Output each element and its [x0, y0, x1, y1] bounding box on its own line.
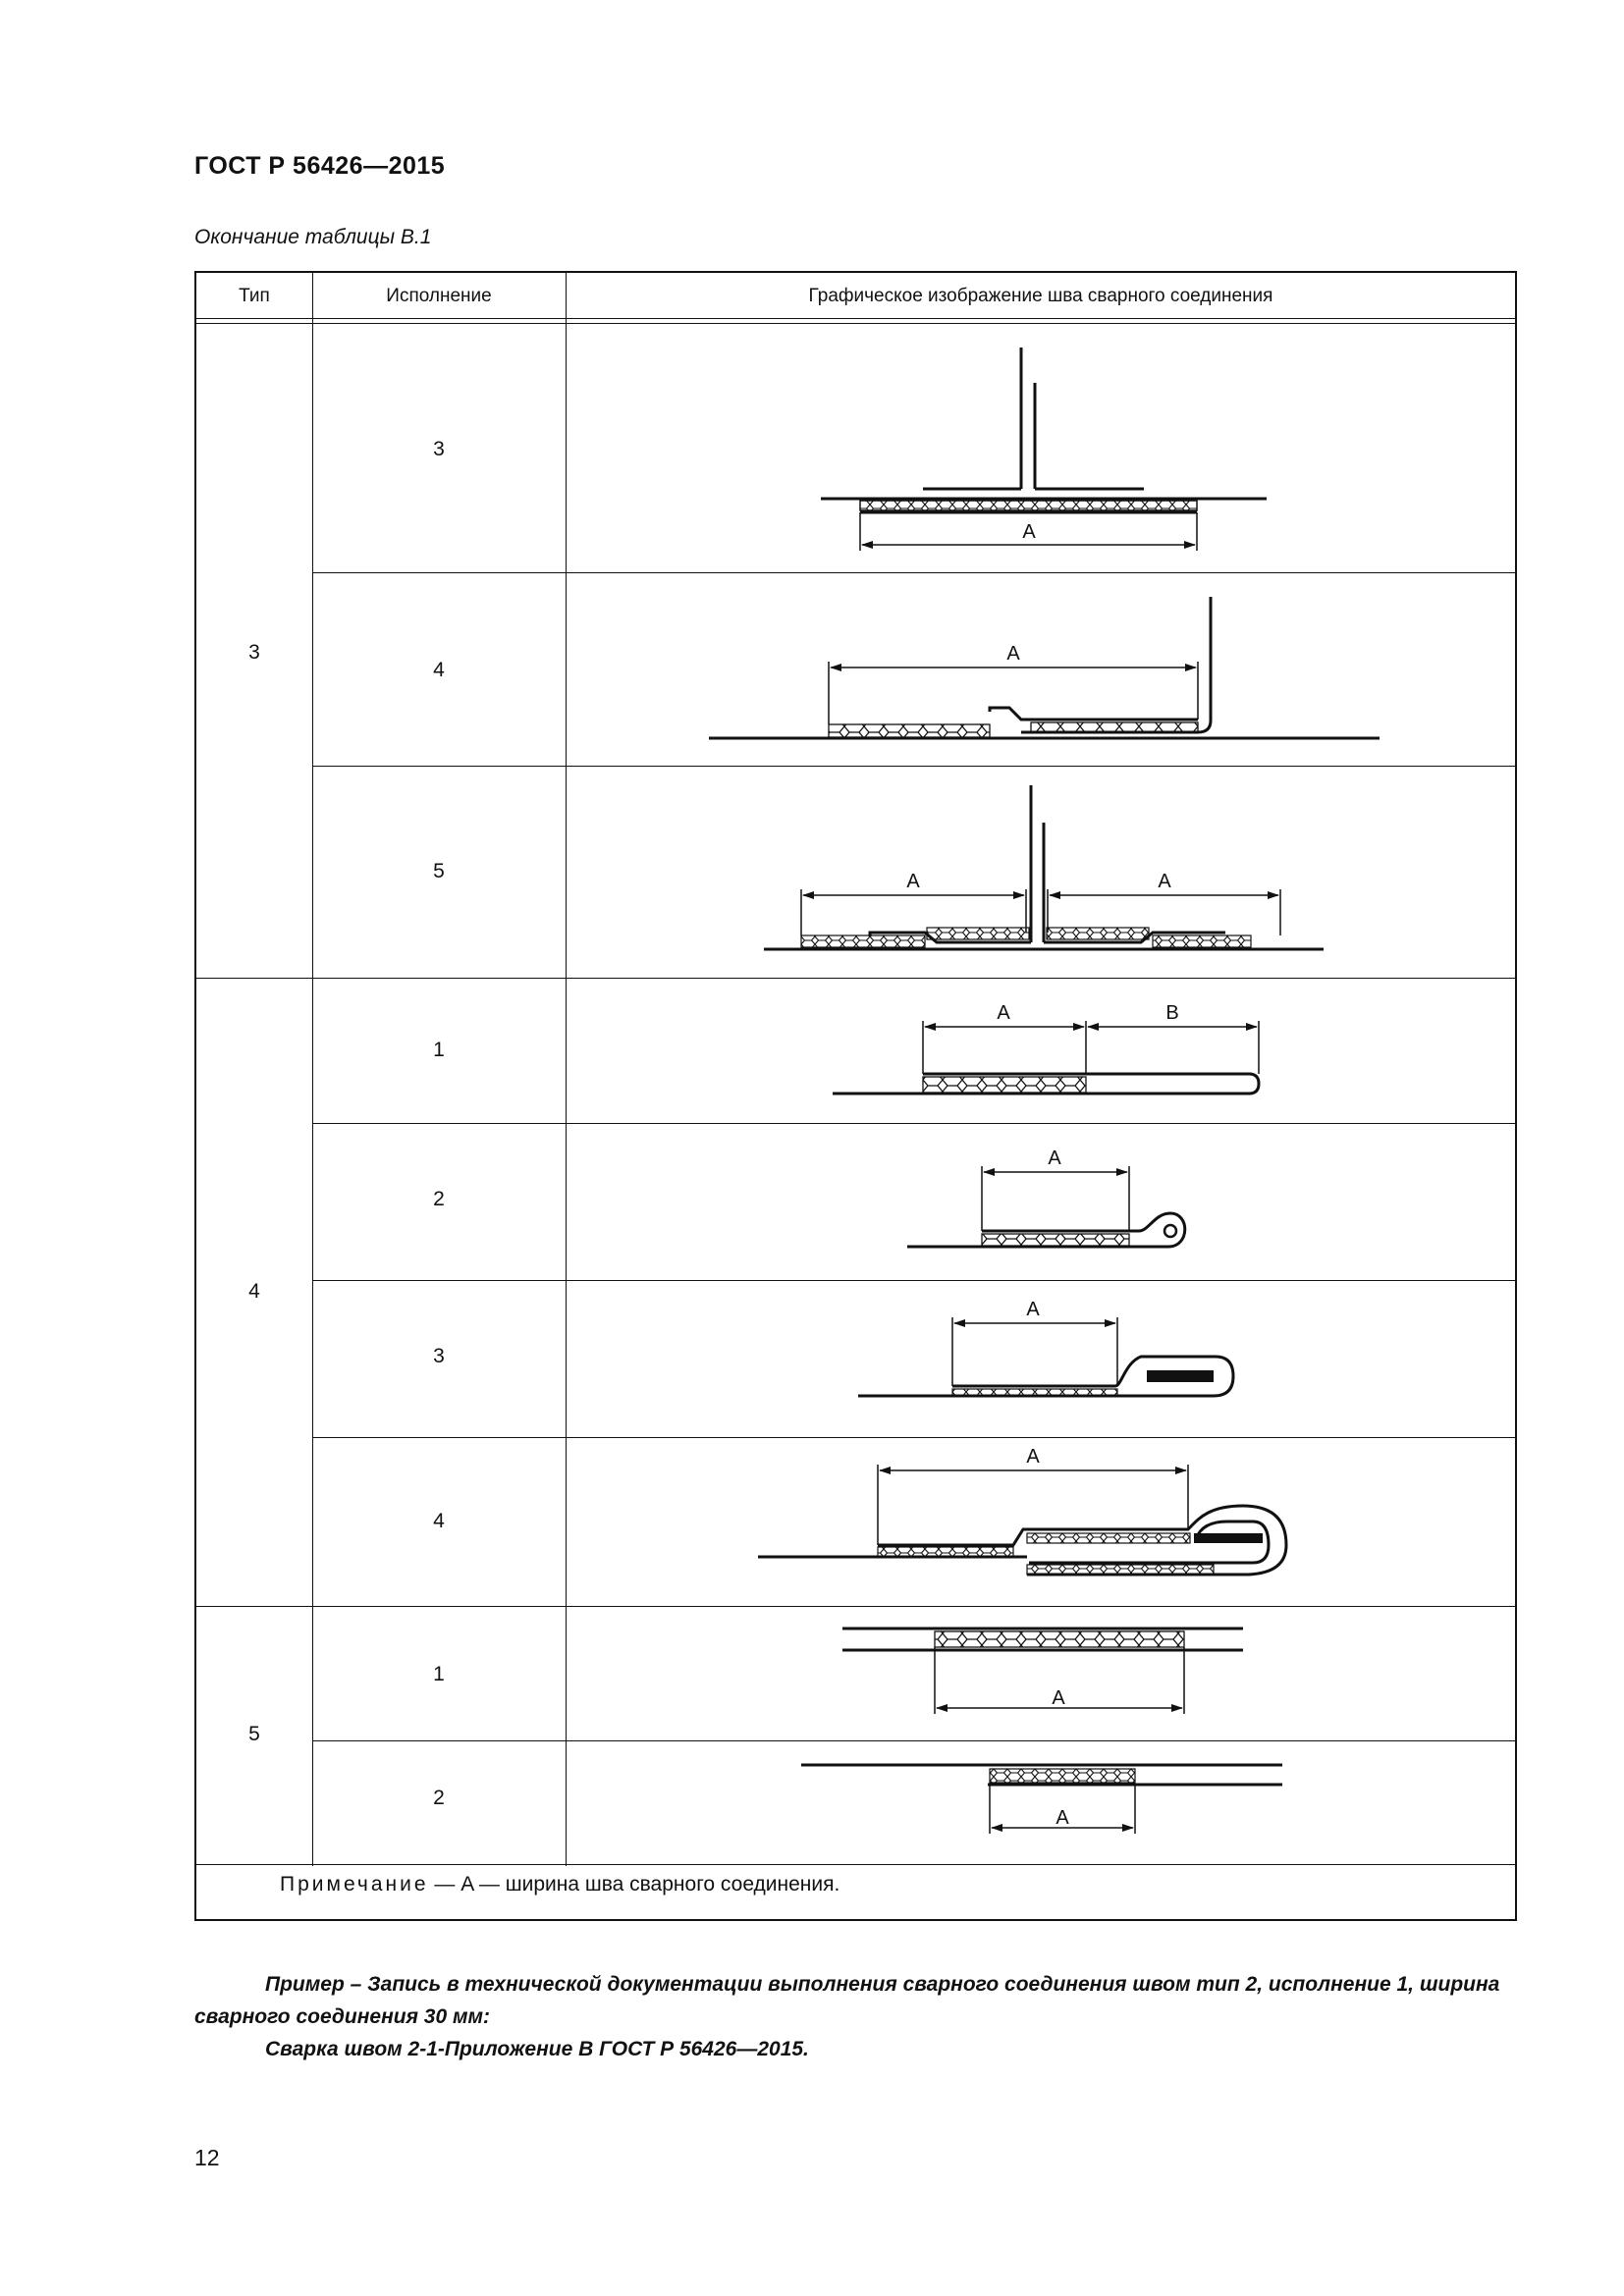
- drawing-type4-exec4: [758, 1465, 1286, 1575]
- dimension-label-a: A: [1026, 1446, 1040, 1468]
- execution-cell: 4: [433, 659, 445, 681]
- document-header: ГОСТ Р 56426—2015: [194, 152, 446, 180]
- type-cell: 5: [248, 1723, 260, 1745]
- type-cell: 4: [248, 1280, 260, 1303]
- group-separator: [196, 1864, 1515, 1865]
- execution-cell: 5: [433, 860, 445, 882]
- execution-cell: 1: [433, 1663, 445, 1685]
- drawing-type3-exec5: [764, 785, 1324, 949]
- execution-cell: 3: [433, 438, 445, 460]
- drawing-type5-exec1: [842, 1629, 1243, 1714]
- note-text: — A — ширина шва сварного соединения.: [434, 1873, 840, 1896]
- example-line-2: Сварка швом 2-1-Приложение В ГОСТ Р 56426—2015.: [265, 2038, 809, 2060]
- table-note: [280, 1873, 839, 1896]
- column-header-type: Тип: [239, 286, 270, 306]
- column-header-drawing: Графическое изображение шва сварного соединения: [808, 286, 1273, 306]
- column-header-execution: Исполнение: [386, 286, 492, 306]
- execution-cell: 2: [433, 1188, 445, 1210]
- table-caption: Окончание таблицы В.1: [194, 226, 432, 248]
- drawing-type5-exec2: [801, 1765, 1282, 1834]
- execution-cell: 2: [433, 1787, 445, 1809]
- dimension-label-a: A: [906, 871, 920, 892]
- dimension-label-a: A: [997, 1002, 1010, 1024]
- page-number: 12: [194, 2145, 220, 2170]
- weld-table: [194, 271, 1517, 1921]
- execution-cell: 1: [433, 1039, 445, 1061]
- dimension-label-a: A: [1026, 1299, 1040, 1320]
- drawing-type4-exec2: [907, 1166, 1185, 1247]
- drawing-type4-exec3: [858, 1317, 1233, 1396]
- type-cell: 3: [248, 641, 260, 664]
- dimension-label-a: A: [1048, 1148, 1061, 1169]
- drawing-type3-exec4: [709, 597, 1380, 738]
- dimension-label-a: A: [1022, 521, 1036, 543]
- note-prefix: Примечание: [280, 1873, 429, 1896]
- example-line-1: Пример – Запись в технической документации выполнения сварного соединения швом тип 2, исполнение 1, ширина сварного соединения 30 мм:: [194, 1973, 1500, 2028]
- dimension-label-a: A: [1158, 871, 1171, 892]
- dimension-label-b: B: [1165, 1002, 1179, 1024]
- execution-cell: 4: [433, 1510, 445, 1532]
- execution-cell: 3: [433, 1345, 445, 1367]
- dimension-label-a: A: [1006, 643, 1020, 665]
- dimension-label-a: A: [1056, 1807, 1069, 1829]
- dimension-label-a: A: [1052, 1687, 1065, 1709]
- drawing-type3-exec3: [821, 347, 1267, 551]
- example-block: [194, 1968, 1517, 2065]
- drawing-type4-exec1: [833, 1021, 1259, 1094]
- weld-drawings: [196, 273, 1515, 1863]
